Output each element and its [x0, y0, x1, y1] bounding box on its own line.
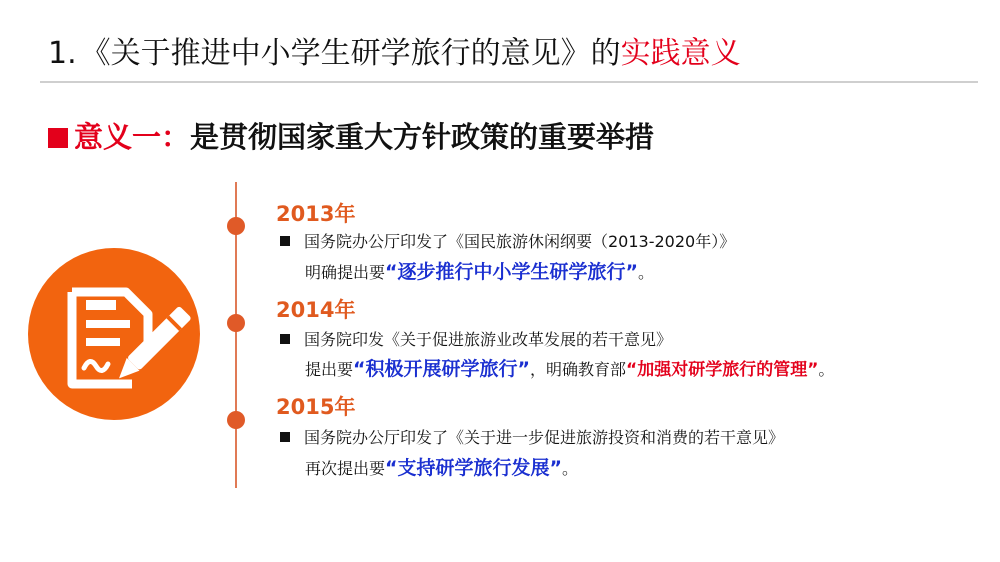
section-text: 是贯彻国家重大方针政策的重要举措 [190, 120, 655, 154]
item-quote: “支持研学旅行发展” [385, 457, 562, 479]
timeline-item-2014-line2 [305, 357, 834, 382]
item-text: 国务院办公厅印发了《国民旅游休闲纲要（2013-2020年）》 [304, 232, 736, 251]
timeline-dot [227, 217, 245, 235]
timeline-year-2014: 2014年 [276, 298, 356, 322]
title-divider [40, 81, 978, 83]
timeline-item-2015-line1 [280, 426, 784, 450]
item-prefix: 再次提出要 [305, 459, 386, 478]
square-bullet-icon [280, 236, 290, 246]
item-suffix: 。 [638, 263, 655, 282]
document-pen-icon [28, 248, 200, 420]
item-prefix: 明确提出要 [305, 263, 386, 282]
timeline-item-2013-line2 [305, 260, 654, 285]
timeline-item-2014-line1 [280, 328, 672, 352]
title-main-text: 《关于推进中小学生研学旅行的意见》的 [80, 36, 621, 71]
timeline-year-2015: 2015年 [276, 395, 356, 419]
timeline-item-2013-line1 [280, 230, 735, 254]
timeline-dot [227, 314, 245, 332]
item-prefix: 提出要 [305, 360, 354, 379]
item-text: 国务院办公厅印发了《关于进一步促进旅游投资和消费的若干意见》 [304, 428, 785, 447]
timeline-dot [227, 411, 245, 429]
red-square-bullet-icon [48, 128, 68, 148]
slide-title [48, 32, 741, 76]
item-quote: “积极开展研学旅行” [353, 358, 530, 380]
item-suffix: 。 [562, 459, 579, 478]
item-quote: “逐步推行中小学生研学旅行” [385, 261, 638, 283]
timeline-item-2015-line2 [305, 456, 578, 481]
item-quote-red: “加强对研学旅行的管理” [626, 360, 819, 380]
square-bullet-icon [280, 334, 290, 344]
section-heading [48, 116, 654, 158]
item-middle: ，明确教育部 [530, 360, 627, 379]
item-text: 国务院印发《关于促进旅游业改革发展的若干意见》 [304, 330, 673, 349]
timeline-year-2013: 2013年 [276, 202, 356, 226]
title-highlight-text: 实践意义 [620, 36, 741, 71]
title-number: 1. [48, 36, 77, 71]
document-pen-icon-graphic [28, 248, 200, 420]
section-label: 意义一： [74, 120, 191, 154]
item-suffix: 。 [818, 360, 835, 379]
square-bullet-icon [280, 432, 290, 442]
